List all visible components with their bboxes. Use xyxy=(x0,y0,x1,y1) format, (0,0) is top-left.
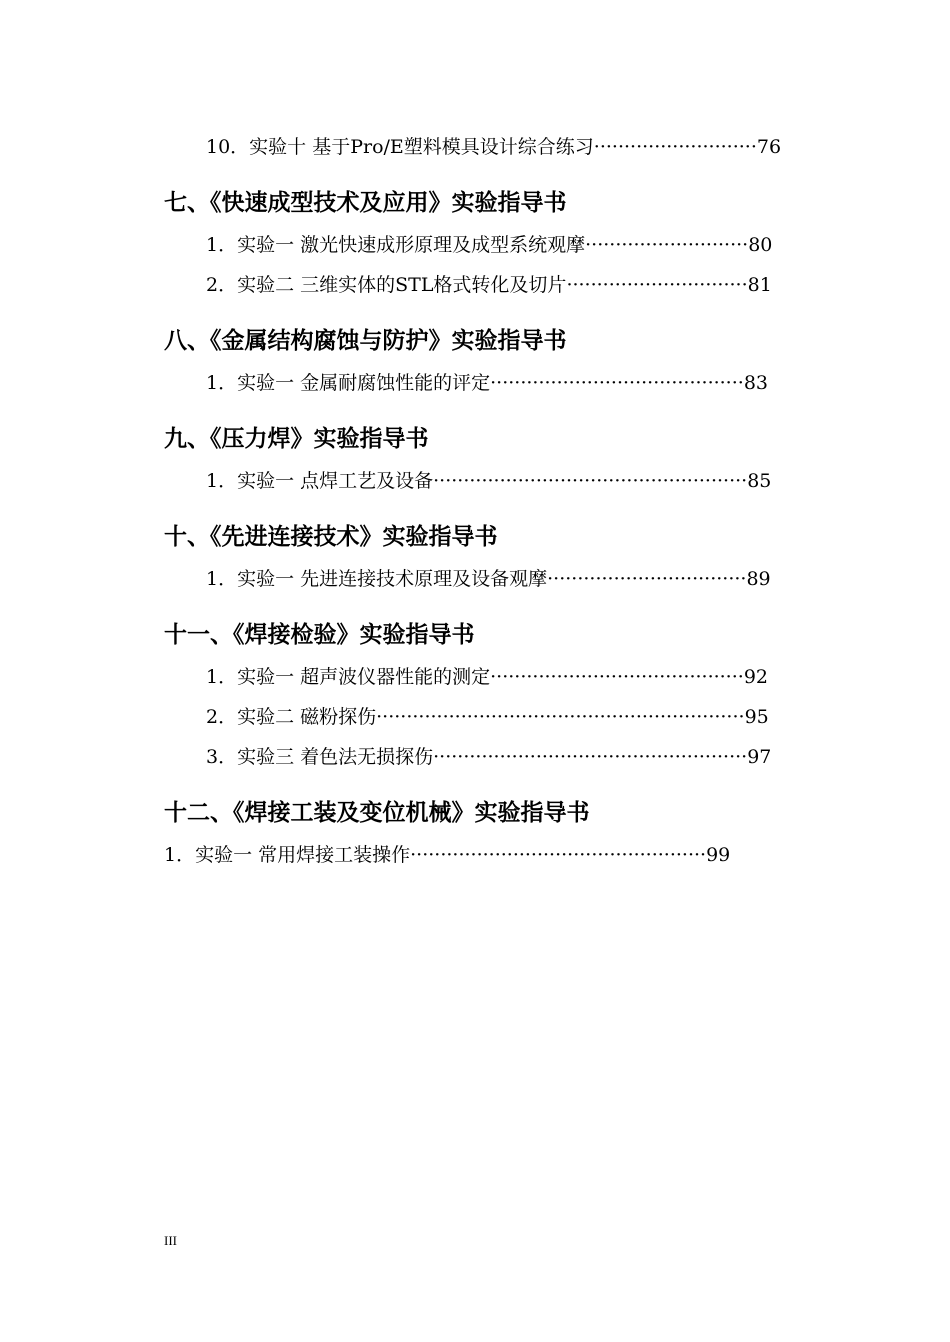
toc-entry[interactable] xyxy=(206,468,774,494)
toc-leader-dots: ······························ xyxy=(566,274,748,296)
toc-entry-title: 1．实验一 常用焊接工装操作 xyxy=(164,844,411,866)
toc-entry-title: 2．实验二 三维实体的STL格式转化及切片 xyxy=(206,274,567,296)
toc-entry[interactable] xyxy=(206,664,774,690)
toc-entry-page: 95 xyxy=(744,706,769,728)
toc-entry[interactable] xyxy=(206,704,774,730)
toc-entry-title: 1．实验一 金属耐腐蚀性能的评定 xyxy=(206,372,491,394)
toc-leader-dots: ································· xyxy=(547,568,747,590)
toc-entry-title: 1．实验一 超声波仪器性能的测定 xyxy=(206,666,491,688)
toc-entry-title: 2．实验二 磁粉探伤 xyxy=(206,706,377,728)
section-heading: 七、《快速成型技术及应用》实验指导书 xyxy=(164,190,567,216)
toc-entry[interactable] xyxy=(206,232,774,258)
toc-entry-title: 1．实验一 激光快速成形原理及成型系统观摩 xyxy=(206,234,586,256)
toc-entry[interactable] xyxy=(206,566,774,592)
toc-entry[interactable] xyxy=(206,134,784,160)
toc-entry-page: 92 xyxy=(743,666,768,688)
page-number: III xyxy=(164,1233,177,1248)
toc-leader-dots: ················································· xyxy=(410,844,707,866)
toc-entry[interactable] xyxy=(206,272,774,298)
toc-leader-dots: ··························· xyxy=(593,136,757,158)
toc-leader-dots: ·········································· xyxy=(490,372,744,394)
toc-leader-dots: ···················································· xyxy=(433,746,748,768)
toc-entry-page: 99 xyxy=(706,844,731,866)
section-heading: 十、《先进连接技术》实验指导书 xyxy=(164,524,498,550)
toc-entry-page: 85 xyxy=(747,470,772,492)
toc-leader-dots: ···················································· xyxy=(433,470,748,492)
toc-entry-title: 10．实验十 基于Pro/E塑料模具设计综合练习 xyxy=(206,136,594,158)
toc-leader-dots: ····························································· xyxy=(376,706,745,728)
toc-entry[interactable] xyxy=(206,370,774,396)
toc-entry-page: 89 xyxy=(746,568,771,590)
toc-entry-page: 76 xyxy=(756,136,782,158)
toc-leader-dots: ··························· xyxy=(585,234,749,256)
toc-entry-page: 80 xyxy=(748,234,773,256)
toc-entry-title: 1．实验一 点焊工艺及设备 xyxy=(206,470,434,492)
toc-entry-title: 1．实验一 先进连接技术原理及设备观摩 xyxy=(206,568,548,590)
toc-entry-page: 83 xyxy=(743,372,768,394)
toc-entry-page: 97 xyxy=(747,746,772,768)
toc-entry[interactable] xyxy=(206,744,774,770)
section-heading: 八、《金属结构腐蚀与防护》实验指导书 xyxy=(164,328,567,354)
toc-entry[interactable] xyxy=(164,842,732,868)
toc-entry-title: 3．实验三 着色法无损探伤 xyxy=(206,746,434,768)
toc-leader-dots: ·········································· xyxy=(490,666,744,688)
toc-entry-page: 81 xyxy=(747,274,772,296)
section-heading: 十二、《焊接工装及变位机械》实验指导书 xyxy=(164,800,590,826)
section-heading: 九、《压力焊》实验指导书 xyxy=(164,426,429,452)
section-heading: 十一、《焊接检验》实验指导书 xyxy=(164,622,475,648)
